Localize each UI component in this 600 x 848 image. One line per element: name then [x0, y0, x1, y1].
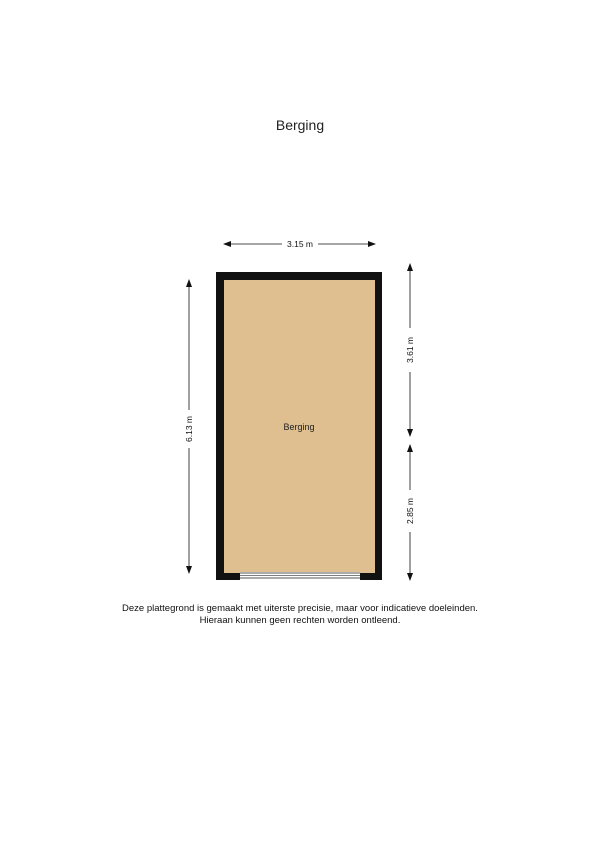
door-opening — [240, 572, 360, 580]
dimension-right-lower-label: 2.85 m — [405, 498, 415, 524]
dimension-left-height — [184, 280, 194, 573]
disclaimer — [0, 603, 600, 627]
dimension-right-upper-label: 3.61 m — [405, 337, 415, 363]
dimension-top-width — [224, 239, 375, 249]
dimension-right-lower — [405, 445, 415, 580]
disclaimer-line-1: Deze plattegrond is gemaakt met uiterste precisie, maar voor indicatieve doeleinden. — [122, 603, 478, 614]
room-label: Berging — [283, 422, 315, 432]
dimension-right-upper — [405, 264, 415, 436]
disclaimer-line-2: Hieraan kunnen geen rechten worden ontleend. — [199, 615, 401, 626]
dimension-top-label: 3.15 m — [287, 239, 313, 249]
page-title: Berging — [275, 117, 325, 133]
dimension-left-label: 6.13 m — [184, 416, 194, 442]
